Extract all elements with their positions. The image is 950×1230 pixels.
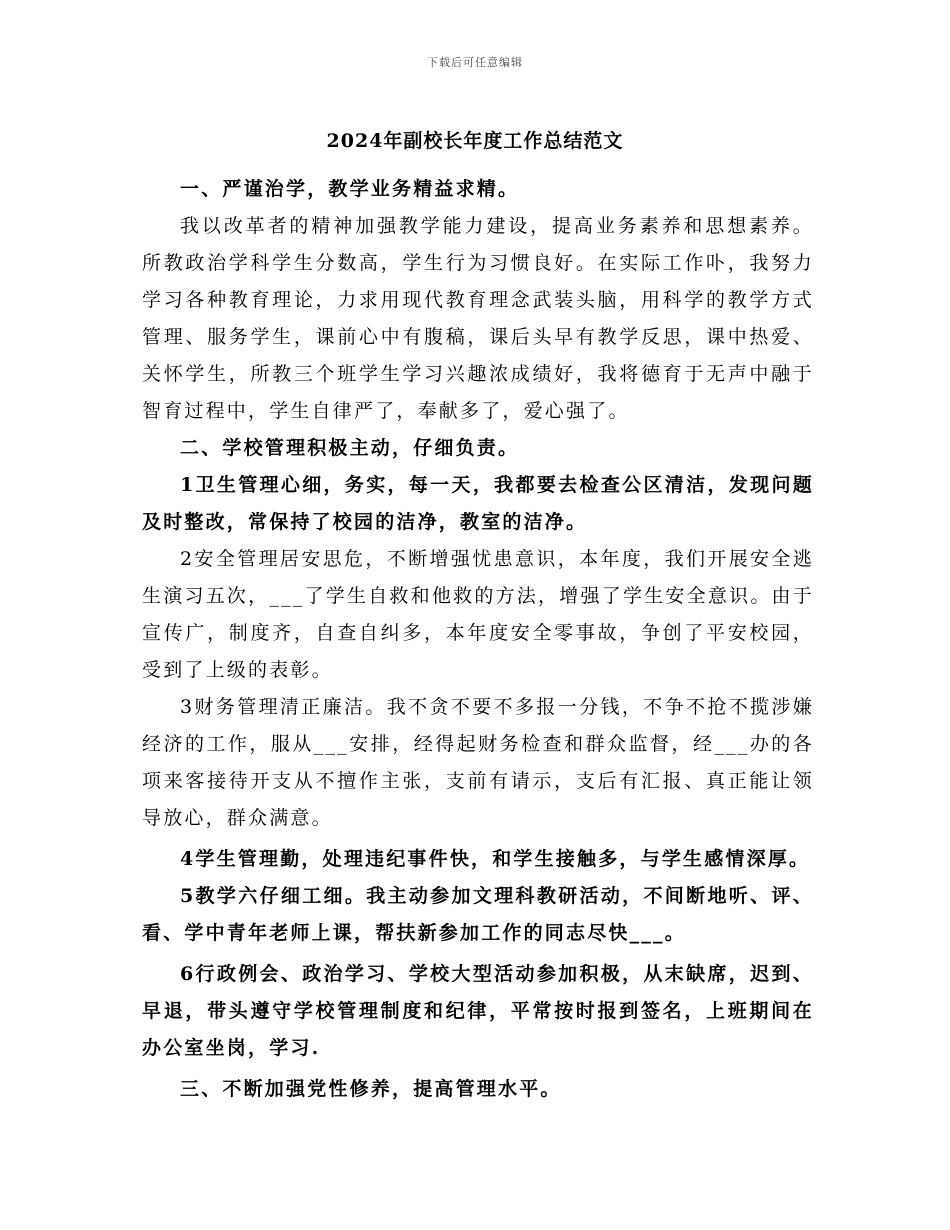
section-heading-1: 一、严谨治学，教学业务精益求精。 [180, 178, 520, 200]
item-5-paragraph: 5教学六仔细工细。我主动参加文理科教研活动，不间断地听、评、看、学中青年老师上课，帮扶新参加工作的同志尽快___。 [142, 885, 814, 944]
item-2-paragraph: 2安全管理居安思危，不断增强忧患意识，本年度，我们开展安全逃生演习五次，___了学生自救和他救的方法，增强了学生安全意识。由于宣传广，制度齐，自查自纠多，本年度安全零事故，争创了平安校园，受到了上级的表彰。 [142, 548, 814, 681]
item-3-paragraph: 3财务管理清正廉洁。我不贪不要不多报一分钱，不争不抢不揽涉嫌经济的工作，服从___安排，经得起财务检查和群众监督，经___办的各项来客接待开支从不擅作主张，支前有请示，支后有汇报、真正能让领导放心，群众满意。 [142, 696, 814, 829]
item-1-paragraph: 1卫生管理心细，务实，每一天，我都要去检查公区清洁，发现问题及时整改，常保持了校园的洁净，教室的洁净。 [142, 474, 814, 533]
section-heading-2: 二、学校管理积极主动，仔细负责。 [180, 437, 520, 459]
header-note: 下载后可任意编辑 [427, 56, 523, 69]
item-4-paragraph: 4学生管理勤，处理违纪事件快，和学生接触多，与学生感情深厚。 [180, 848, 811, 870]
section-1-paragraph: 我以改革者的精神加强教学能力建设，提高业务素养和思想素养。所教政治学科学生分数高，学生行为习惯良好。在实际工作卟，我努力学习各种教育理论，力求用现代教育理念武装头脑，用科学的教学方式管理、服务学生，课前心中有腹稿，课后头早有教学反思，课中热爱、关怀学生，所教三个班学生学习兴趣浓成绩好，我将德育于无声中融于智育过程中，学生自律严了，奉献多了，爱心强了。 [142, 215, 814, 422]
item-6-paragraph: 6行政例会、政治学习、学校大型活动参加积极，从末缺席，迟到、早退，带头遵守学校管理制度和纪律，平常按时报到签名，上班期间在办公室坐岗，学习. [142, 963, 814, 1059]
section-heading-3: 三、不断加强党性修养，提高管理水平。 [180, 1078, 562, 1100]
document-body [142, 171, 814, 1108]
document-title: 2024年副校长年度工作总结范文 [326, 130, 624, 152]
